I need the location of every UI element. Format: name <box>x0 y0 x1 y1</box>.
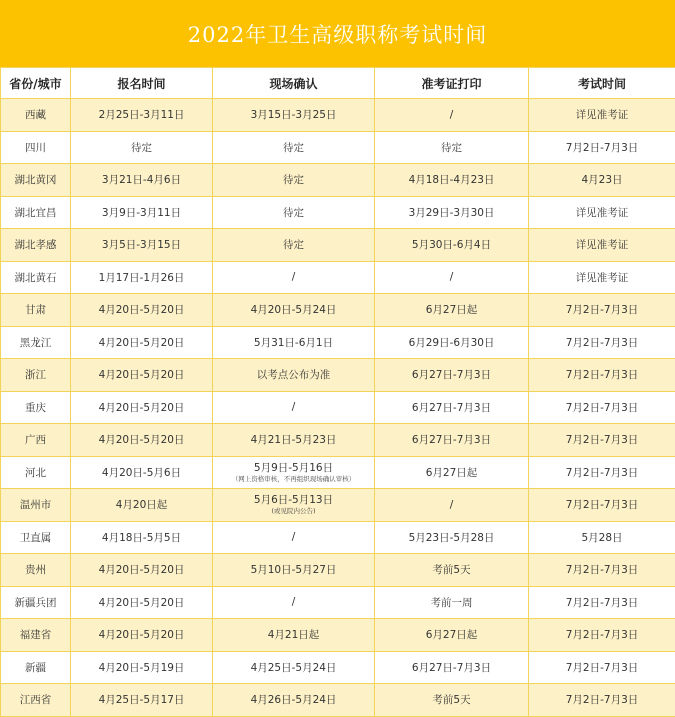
cell-confirmation: 4月26日-5月24日 <box>213 684 375 717</box>
cell-admit-card: 6月27日-7月3日 <box>375 391 529 424</box>
cell-admit-card: 4月18日-4月23日 <box>375 164 529 197</box>
table-row <box>1 521 675 554</box>
cell-confirmation: / <box>213 521 375 554</box>
cell-region: 重庆 <box>1 391 71 424</box>
cell-registration: 4月20日-5月20日 <box>71 294 213 327</box>
cell-registration: 4月20日-5月20日 <box>71 554 213 587</box>
cell-confirmation: 待定 <box>213 131 375 164</box>
cell-exam: 详见准考证 <box>529 229 675 262</box>
cell-exam: 7月2日-7月3日 <box>529 391 675 424</box>
cell-admit-card: 6月27日起 <box>375 619 529 652</box>
cell-region: 新疆兵团 <box>1 586 71 619</box>
cell-registration: 4月20日-5月20日 <box>71 326 213 359</box>
cell-confirmation: 5月31日-6月1日 <box>213 326 375 359</box>
table-row <box>1 489 675 522</box>
cell-region: 广西 <box>1 424 71 457</box>
cell-region: 四川 <box>1 131 71 164</box>
cell-exam: 7月2日-7月3日 <box>529 456 675 489</box>
cell-confirmation: 待定 <box>213 196 375 229</box>
cell-registration: 待定 <box>71 131 213 164</box>
cell-exam: 7月2日-7月3日 <box>529 359 675 392</box>
table-row <box>1 391 675 424</box>
table-row <box>1 196 675 229</box>
cell-admit-card: 6月29日-6月30日 <box>375 326 529 359</box>
cell-exam: 7月2日-7月3日 <box>529 326 675 359</box>
cell-confirmation <box>213 456 375 489</box>
cell-admit-card: 6月27日-7月3日 <box>375 651 529 684</box>
cell-region: 贵州 <box>1 554 71 587</box>
cell-admit-card: 考前5天 <box>375 554 529 587</box>
cell-confirmation: / <box>213 391 375 424</box>
cell-confirmation: 4月21日-5月23日 <box>213 424 375 457</box>
cell-admit-card: / <box>375 489 529 522</box>
table-row <box>1 456 675 489</box>
cell-admit-card: 6月27日起 <box>375 456 529 489</box>
cell-exam: 7月2日-7月3日 <box>529 131 675 164</box>
cell-registration: 3月9日-3月11日 <box>71 196 213 229</box>
cell-confirmation: 待定 <box>213 229 375 262</box>
cell-exam: 详见准考证 <box>529 99 675 132</box>
cell-exam: 7月2日-7月3日 <box>529 684 675 717</box>
header-region: 省份/城市 <box>1 68 71 99</box>
cell-registration: 4月18日-5月5日 <box>71 521 213 554</box>
cell-confirmation: 待定 <box>213 164 375 197</box>
cell-region: 河北 <box>1 456 71 489</box>
table-header-row <box>1 68 675 99</box>
cell-region: 甘肃 <box>1 294 71 327</box>
table-row <box>1 294 675 327</box>
table-row <box>1 586 675 619</box>
header-admit-card: 准考证打印 <box>375 68 529 99</box>
cell-admit-card: / <box>375 261 529 294</box>
cell-registration: 3月5日-3月15日 <box>71 229 213 262</box>
cell-exam: 7月2日-7月3日 <box>529 619 675 652</box>
cell-registration: 3月21日-4月6日 <box>71 164 213 197</box>
cell-exam: 7月2日-7月3日 <box>529 586 675 619</box>
table-row <box>1 424 675 457</box>
cell-admit-card: 5月30日-6月4日 <box>375 229 529 262</box>
confirmation-note: (或见院内公告) <box>271 507 316 516</box>
cell-admit-card: 待定 <box>375 131 529 164</box>
cell-admit-card: 6月27日起 <box>375 294 529 327</box>
cell-admit-card: 考前一周 <box>375 586 529 619</box>
cell-confirmation: 4月21日起 <box>213 619 375 652</box>
cell-region: 福建省 <box>1 619 71 652</box>
cell-region: 湖北宜昌 <box>1 196 71 229</box>
cell-confirmation: 4月20日-5月24日 <box>213 294 375 327</box>
cell-region: 温州市 <box>1 489 71 522</box>
table-row <box>1 99 675 132</box>
cell-exam: 详见准考证 <box>529 261 675 294</box>
cell-exam: 7月2日-7月3日 <box>529 294 675 327</box>
table-row <box>1 554 675 587</box>
cell-registration: 4月20日-5月6日 <box>71 456 213 489</box>
cell-region: 江西省 <box>1 684 71 717</box>
cell-region: 浙江 <box>1 359 71 392</box>
cell-registration: 4月20日-5月20日 <box>71 586 213 619</box>
cell-registration: 1月17日-1月26日 <box>71 261 213 294</box>
cell-registration: 4月25日-5月17日 <box>71 684 213 717</box>
header-confirmation: 现场确认 <box>213 68 375 99</box>
confirmation-date: 5月9日-5月16日 <box>253 461 334 474</box>
table-row <box>1 619 675 652</box>
cell-region: 湖北孝感 <box>1 229 71 262</box>
cell-exam: 5月28日 <box>529 521 675 554</box>
table-row <box>1 651 675 684</box>
header-registration: 报名时间 <box>71 68 213 99</box>
header-exam: 考试时间 <box>529 68 675 99</box>
cell-exam: 7月2日-7月3日 <box>529 424 675 457</box>
cell-region: 卫直属 <box>1 521 71 554</box>
cell-exam: 7月2日-7月3日 <box>529 554 675 587</box>
cell-region: 新疆 <box>1 651 71 684</box>
cell-registration: 4月20日-5月20日 <box>71 424 213 457</box>
exam-schedule-table <box>0 67 675 717</box>
cell-admit-card: / <box>375 99 529 132</box>
cell-confirmation <box>213 489 375 522</box>
cell-exam: 7月2日-7月3日 <box>529 489 675 522</box>
table-row <box>1 131 675 164</box>
cell-admit-card: 5月23日-5月28日 <box>375 521 529 554</box>
cell-confirmation: / <box>213 586 375 619</box>
table-row <box>1 684 675 717</box>
cell-confirmation: 3月15日-3月25日 <box>213 99 375 132</box>
cell-registration: 4月20日-5月20日 <box>71 619 213 652</box>
cell-exam: 4月23日 <box>529 164 675 197</box>
cell-admit-card: 3月29日-3月30日 <box>375 196 529 229</box>
cell-confirmation: 4月25日-5月24日 <box>213 651 375 684</box>
table-row <box>1 164 675 197</box>
table-row <box>1 326 675 359</box>
confirmation-note: （网上资格审核，不再组织现场确认审核） <box>231 474 356 483</box>
cell-admit-card: 考前5天 <box>375 684 529 717</box>
cell-region: 黑龙江 <box>1 326 71 359</box>
table-row <box>1 261 675 294</box>
confirmation-date: 5月6日-5月13日 <box>253 494 334 507</box>
cell-admit-card: 6月27日-7月3日 <box>375 359 529 392</box>
cell-registration: 2月25日-3月11日 <box>71 99 213 132</box>
cell-registration: 4月20日起 <box>71 489 213 522</box>
table-row <box>1 359 675 392</box>
cell-region: 西藏 <box>1 99 71 132</box>
cell-confirmation: 5月10日-5月27日 <box>213 554 375 587</box>
table-row <box>1 229 675 262</box>
cell-exam: 详见准考证 <box>529 196 675 229</box>
cell-region: 湖北黄石 <box>1 261 71 294</box>
cell-registration: 4月20日-5月19日 <box>71 651 213 684</box>
cell-exam: 7月2日-7月3日 <box>529 651 675 684</box>
page-title: 2022年卫生高级职称考试时间 <box>0 0 675 67</box>
cell-admit-card: 6月27日-7月3日 <box>375 424 529 457</box>
cell-registration: 4月20日-5月20日 <box>71 391 213 424</box>
cell-registration: 4月20日-5月20日 <box>71 359 213 392</box>
cell-confirmation: 以考点公布为准 <box>213 359 375 392</box>
cell-region: 湖北黄冈 <box>1 164 71 197</box>
cell-confirmation: / <box>213 261 375 294</box>
